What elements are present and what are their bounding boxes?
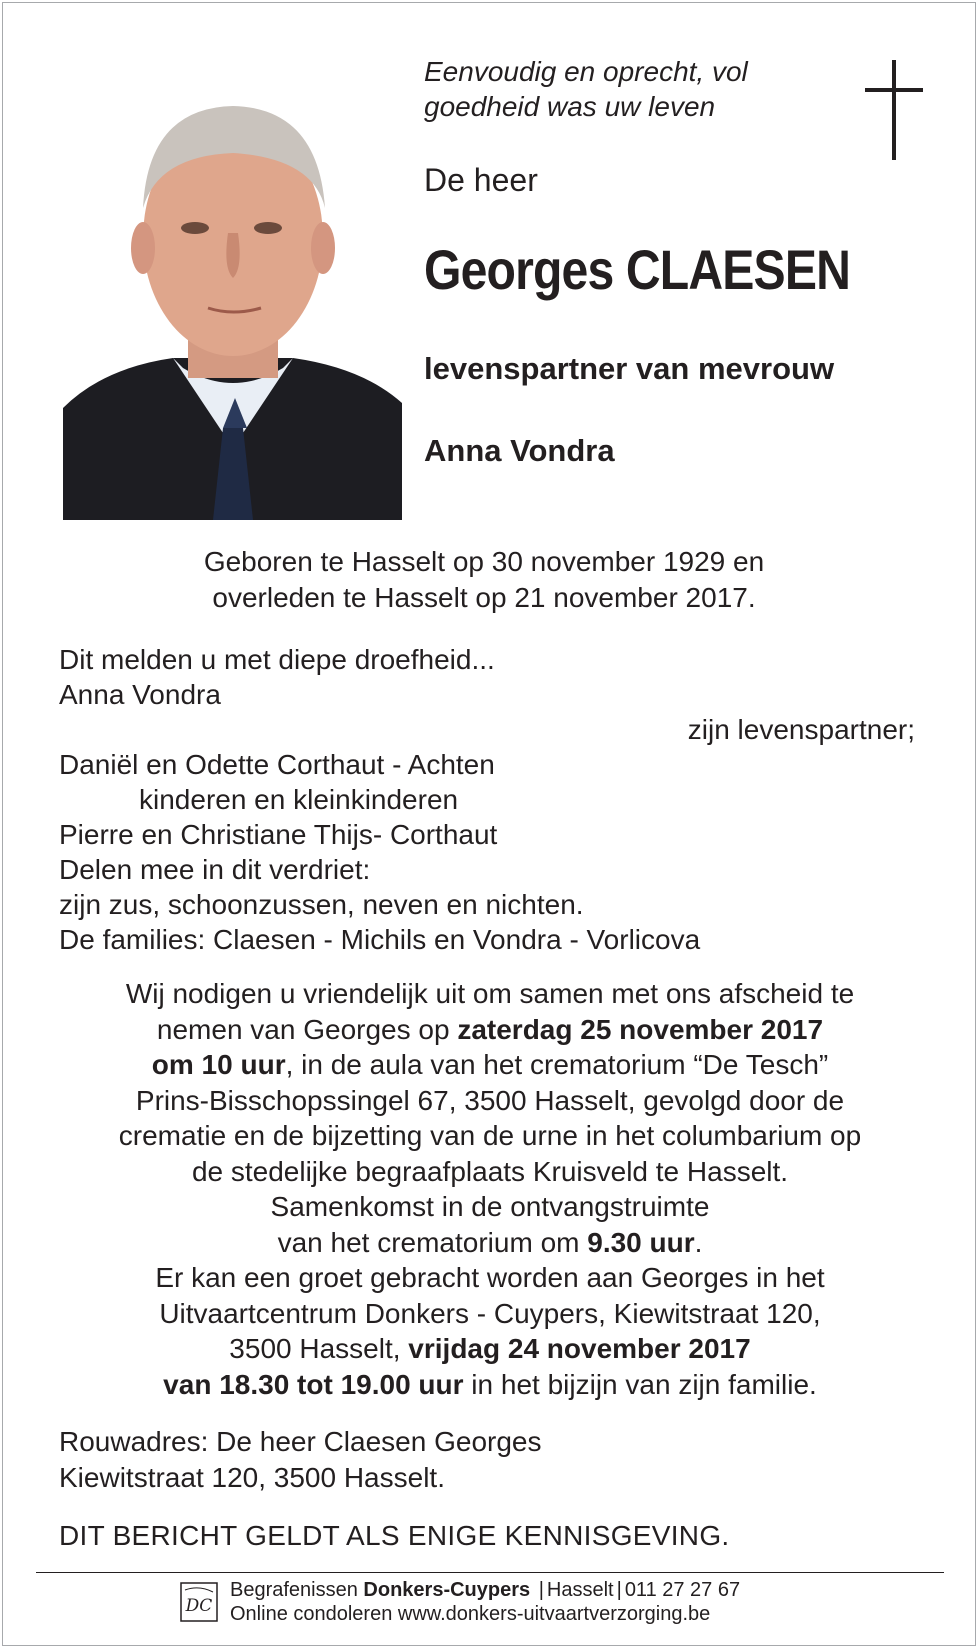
- mourner-families: De families: Claesen - Michils en Vondra - Vorlicova: [59, 924, 701, 955]
- footer-divider: [36, 1572, 944, 1573]
- invitation-line: de stedelijke begraafplaats Kruisveld te Hasselt.: [191, 1155, 789, 1187]
- mourners-share-intro: Delen mee in dit verdriet:: [59, 854, 371, 885]
- latin-cross-icon: [865, 60, 923, 160]
- motto-line-1: Eenvoudig en oprecht, vol: [424, 56, 748, 87]
- funeral-home-logo-icon: [180, 1582, 218, 1622]
- partner-name: Anna Vondra: [424, 433, 615, 468]
- title-prefix: De heer: [424, 162, 538, 198]
- portrait-photo: [63, 68, 402, 520]
- invitation-line: Samenkomst in de ontvangstruimte: [270, 1191, 710, 1222]
- footer-city: Hasselt: [546, 1579, 614, 1601]
- logo-text: DC: [185, 1596, 213, 1616]
- mourners-list: [59, 642, 919, 957]
- mourner-partner: Anna Vondra: [59, 679, 221, 710]
- mourning-address: [59, 1424, 541, 1496]
- motto-line-2: goedheid was uw leven: [424, 91, 716, 122]
- invitation: [40, 976, 940, 1402]
- invitation-line: van het crematorium om 9.30 uur.: [277, 1226, 703, 1258]
- mourner-family-1: Daniël en Odette Corthaut - Achten: [59, 749, 495, 780]
- birth-line: Geboren te Hasselt op 30 november 1929 en: [203, 546, 765, 577]
- death-line: overleden te Hasselt op 21 november 2017.: [212, 582, 756, 613]
- address-line-1: Rouwadres: De heer Claesen Georges: [59, 1426, 542, 1457]
- invitation-line: om 10 uur, in de aula van het crematorium “De Tesch”: [151, 1049, 829, 1080]
- mourner-relatives: zijn zus, schoonzussen, neven en nichten.: [59, 889, 584, 920]
- footer-line-1: Begrafenissen Donkers-Cuypers | Hasselt | 011 27 27 67: [230, 1579, 741, 1601]
- deceased-name: Georges CLAESEN: [424, 238, 850, 301]
- mourners-intro: Dit melden u met diepe droefheid...: [59, 644, 495, 675]
- footer-line-2[interactable]: Online condoleren www.donkers-uitvaartverzorging.be: [230, 1603, 711, 1625]
- invitation-line: van 18.30 tot 19.00 uur in het bijzijn van zijn familie.: [163, 1368, 817, 1400]
- invitation-line: 3500 Hasselt, vrijdag 24 november 2017: [229, 1333, 751, 1364]
- mourner-family-2: Pierre en Christiane Thijs- Corthaut: [59, 819, 498, 850]
- notice: DIT BERICHT GELDT ALS ENIGE KENNISGEVING.: [59, 1520, 730, 1551]
- invitation-line: Wij nodigen u vriendelijk uit om samen met ons afscheid te: [125, 978, 855, 1009]
- invitation-line: crematie en de bijzetting van de urne in het columbarium op: [118, 1120, 862, 1151]
- mourner-partner-role: zijn levenspartner;: [687, 714, 915, 745]
- mourner-family-role: kinderen en kleinkinderen: [139, 784, 459, 815]
- funeral-home-name: Donkers-Cuypers: [363, 1579, 531, 1601]
- invitation-line: nemen van Georges op zaterdag 25 november 2017: [156, 1013, 824, 1045]
- footer: [230, 1578, 740, 1626]
- motto: [424, 54, 824, 124]
- address-line-2: Kiewitstraat 120, 3500 Hasselt.: [59, 1462, 445, 1493]
- footer-phone[interactable]: 011 27 27 67: [624, 1579, 741, 1601]
- birth-death-info: [0, 544, 980, 616]
- invitation-line: Prins-Bisschopssingel 67, 3500 Hasselt, gevolgd door de: [135, 1084, 845, 1116]
- invitation-line: Uitvaartcentrum Donkers - Cuypers, Kiewitstraat 120,: [159, 1297, 821, 1329]
- partner-intro: levenspartner van mevrouw: [424, 351, 835, 386]
- invitation-line: Er kan een groet gebracht worden aan Georges in het: [155, 1262, 825, 1293]
